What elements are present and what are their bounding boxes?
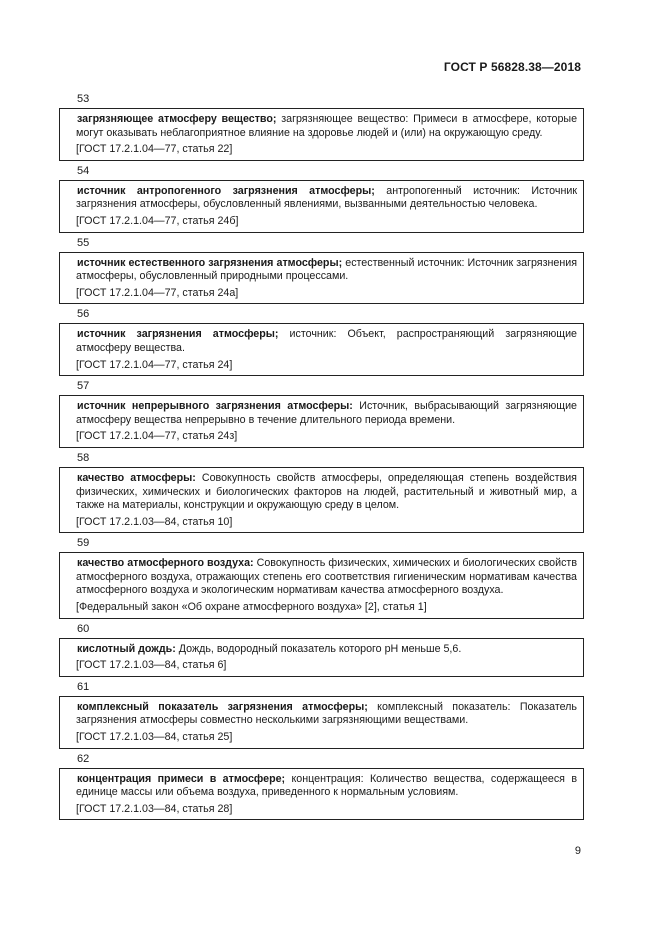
entry-number: 57: [77, 380, 90, 393]
entry-term: источник загрязнения атмосферы;: [77, 328, 279, 341]
entry-box: [59, 552, 584, 618]
page-number: 9: [574, 845, 581, 857]
entry-text: Дождь, водородный показатель которого рН меньше 5,6.: [175, 642, 462, 655]
entry-box: [59, 395, 584, 448]
entry-term: источник антропогенного загрязнения атмосферы;: [77, 184, 375, 197]
entry-number: 59: [77, 537, 90, 550]
entry-term: качество атмосферного воздуха:: [77, 557, 254, 570]
entry-box: [59, 768, 584, 821]
entry-source: [ГОСТ 17.2.1.04—77, статья 24б]: [76, 214, 239, 227]
term-entry: [59, 93, 584, 161]
entry-definition: [76, 773, 577, 800]
entry-number: 61: [77, 680, 90, 693]
entry-definition: [76, 472, 577, 513]
entry-box: [59, 323, 584, 376]
entry-box: [59, 638, 584, 677]
entry-text: Источник, выбрасывающий загрязняющие атмосферу вещества непрерывно в течение длительного периода времени.: [76, 400, 577, 426]
entry-term: источник естественного загрязнения атмосферы;: [77, 256, 343, 269]
term-entry: [59, 623, 584, 677]
entry-box: [59, 467, 584, 533]
entry-number: 56: [77, 308, 90, 321]
entry-source: [ГОСТ 17.2.1.03—84, статья 10]: [76, 515, 233, 528]
entry-definition: [76, 557, 577, 598]
term-entry: [59, 380, 584, 448]
entry-definition: [76, 701, 577, 728]
entry-definition: [76, 400, 577, 427]
entry-term: кислотный дождь:: [77, 642, 176, 655]
entry-source: [ГОСТ 17.2.1.03—84, статья 25]: [76, 731, 233, 744]
entry-number: 58: [77, 451, 90, 464]
entry-definition: [76, 113, 577, 140]
term-entry: [59, 237, 584, 305]
entry-text: загрязняющее вещество: Примеси в атмосфере, которые могут оказывать неблагоприятное влияние на здоровье людей и (или) на окружающую среду.: [76, 113, 578, 139]
entry-source: [ГОСТ 17.2.1.04—77, статья 22]: [76, 143, 233, 156]
entry-box: [59, 180, 584, 233]
entry-text: Совокупность свойств атмосферы, определяющая степень воздействия физических, химических и биологических факторов на людей, растительный и животный мир, а также на материалы, конструкции и окружающую среду в целом.: [76, 471, 577, 512]
term-entry: [59, 452, 584, 533]
term-entries: [59, 93, 584, 824]
entry-text: естественный источник: Источник загрязнения атмосферы, обусловленный природными процессами.: [76, 256, 577, 283]
entry-definition: [76, 257, 577, 284]
entry-number: 60: [77, 622, 90, 635]
entry-term: источник непрерывного загрязнения атмосферы:: [77, 400, 353, 413]
entry-text: антропогенный источник: Источник загрязнения атмосферы, обусловленный явлениями, вызванными деятельностью человека.: [76, 184, 578, 211]
document-header: ГОСТ Р 56828.38—2018: [443, 60, 581, 74]
entry-source: [ГОСТ 17.2.1.04—77, статья 24]: [76, 358, 233, 371]
term-entry: [59, 537, 584, 618]
entry-source: [ГОСТ 17.2.1.04—77, статья 24з]: [76, 430, 238, 443]
entry-box: [59, 108, 584, 161]
term-entry: [59, 165, 584, 233]
entry-source: [ГОСТ 17.2.1.03—84, статья 6]: [76, 659, 227, 672]
term-entry: [59, 681, 584, 749]
entry-text: Совокупность физических, химических и биологических свойств атмосферного воздуха, отражающих степень его соответствия гигиеническим нормативам качества атмосферного воздуха и экологическим нормативам качества атмосферного воздуха.: [76, 557, 578, 597]
entry-definition: [76, 643, 577, 657]
entry-text: комплексный показатель: Показатель загрязнения атмосферы совместно несколькими загрязняющими веществами.: [76, 700, 577, 727]
entry-number: 54: [77, 164, 90, 177]
entry-source: [ГОСТ 17.2.1.03—84, статья 28]: [76, 802, 233, 815]
entry-number: 62: [77, 752, 90, 765]
entry-definition: [76, 185, 577, 212]
entry-term: качество атмосферы:: [77, 471, 196, 484]
entry-number: 55: [77, 236, 90, 249]
entry-definition: [76, 328, 577, 355]
entry-box: [59, 252, 584, 305]
term-entry: [59, 308, 584, 376]
entry-text: концентрация: Количество вещества, содержащееся в единице массы или объема воздуха, приведенного к нормальным условиям.: [76, 772, 577, 799]
entry-number: 53: [77, 93, 90, 105]
entry-source: [Федеральный закон «Об охране атмосферного воздуха» [2], статья 1]: [76, 601, 427, 614]
entry-term: комплексный показатель загрязнения атмосферы;: [77, 700, 368, 713]
term-entry: [59, 753, 584, 821]
entry-source: [ГОСТ 17.2.1.04—77, статья 24а]: [76, 286, 239, 299]
entry-box: [59, 696, 584, 749]
entry-term: концентрация примеси в атмосфере;: [77, 772, 286, 785]
entry-term: загрязняющее атмосферу вещество;: [77, 113, 277, 125]
entry-text: источник: Объект, распространяющий загрязняющие атмосферу вещества.: [76, 328, 577, 354]
